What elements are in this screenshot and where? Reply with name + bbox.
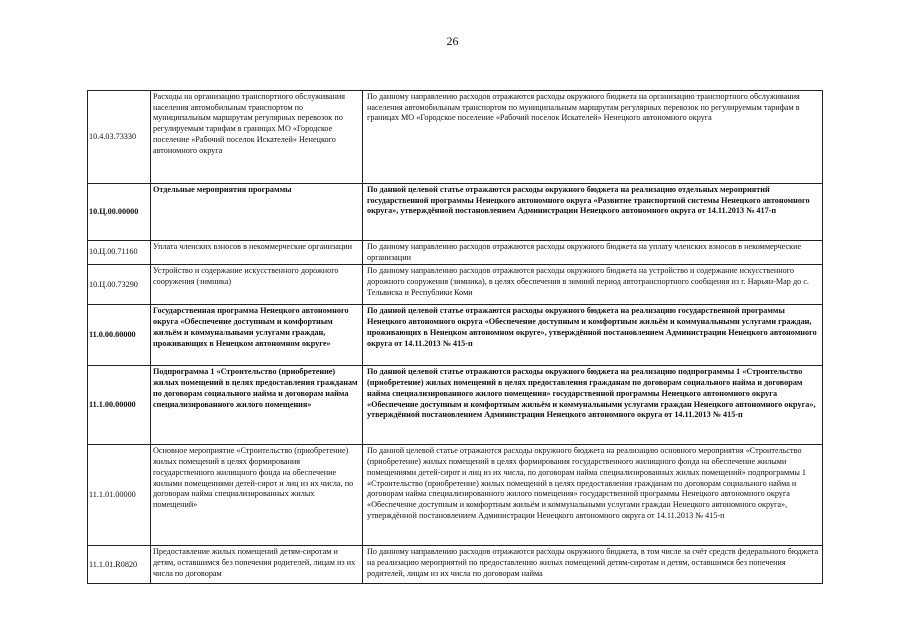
table-row [88,305,823,366]
table-row [88,265,823,305]
table-row [88,91,823,184]
target-code: 11.0.00.00000 [88,305,151,366]
budget-classification-table [87,90,823,584]
table-row [88,366,823,445]
expense-name: Предоставление жилых помещений детям-сиротам и детям, оставшимся без попечения родителей, лицам из их числа по договорам [151,546,363,584]
table-row [88,184,823,241]
target-code: 11.1.01.00000 [88,445,151,546]
target-code: 11.1.00.00000 [88,366,151,445]
table-row [88,445,823,546]
expense-description: По данной целевой статье отражаются расходы окружного бюджета на реализацию основного мероприятия «Строительство (приобретение) жилых помещений в целях формирования государственного жилищного фонда на обеспечение жилыми помещениями детей-сирот и лиц из их числа, по договорам найма специализированных жилых помещений» подпрограммы 1 «Строительство (приобретение) жилых помещений в целях предоставления гражданам по договорам социального найма и договорам найма специализированного жилого помещения» государственной программы Ненецкого автономного округа «Обеспечение доступным и комфортным жильём и коммунальными услугами граждан Ненецкого автономного округа», утверждённой постановлением Администрации Ненецкого автономного округа от 14.11.2013 № 415-п [363,445,823,546]
table-row [88,241,823,265]
target-code: 11.1.01.R0820 [88,546,151,584]
expense-name: Государственная программа Ненецкого автономного округа «Обеспечение доступным и комфортным жильём и коммунальными услугами граждан, проживающих в Ненецком автономном округе» [151,305,363,366]
target-code: 10.Ц.00.00000 [88,184,151,241]
expense-description: По данной целевой статье отражаются расходы окружного бюджета на реализацию подпрограммы 1 «Строительство (приобретение) жилых помещений в целях предоставления гражданам по договорам социального найма и договорам найма специализированного жилого помещения» государственной программы Ненецкого автономного округа «Обеспечение доступным и комфортным жильём и коммунальными услугами граждан Ненецкого автономного округа», утверждённой постановлением Администрации Ненецкого автономного округа от 14.11.2013 № 415-п [363,366,823,445]
expense-name: Расходы на организацию транспортного обслуживания населения автомобильным транспортом по муниципальным маршрутам регулярных перевозок по регулируемым тарифам в границах МО «Городское поселение «Рабочий поселок Искателей» Ненецкого автономного округа [151,91,363,184]
table-row [88,546,823,584]
expense-name: Основное мероприятие «Строительство (приобретение) жилых помещений в целях формирования государственного жилищного фонда на обеспечение жилыми помещениями детей-сирот и лиц из их числа, по договорам найма специализированных жилых помещений» [151,445,363,546]
expense-description: По данному направлению расходов отражаются расходы окружного бюджета на организацию транспортного обслуживания населения автомобильным транспортом по муниципальным маршрутам регулярных перевозок по регулируемым тарифам в границах МО «Городское поселение «Рабочий поселок Искателей» Ненецкого автономного округа [363,91,823,184]
expense-description: По данной целевой статье отражаются расходы окружного бюджета на реализацию государственной программы Ненецкого автономного округа «Обеспечение доступным и комфортным жильём и коммунальными услугами граждан, проживающих в Ненецком автономном округе», утверждённой постановлением Администрации Ненецкого автономного округа от 14.11.2013 № 415-п [363,305,823,366]
expense-description: По данному направлению расходов отражаются расходы окружного бюджета, в том числе за счёт средств федерального бюджета на реализацию мероприятий по предоставлению жилых помещений детям-сиротам и детям, оставшимся без попечения родителей, лицам из их числа по договорам найма [363,546,823,584]
expense-name: Устройство и содержание искусственного дорожного сооружения (зимника) [151,265,363,305]
expense-name: Подпрограмма 1 «Строительство (приобретение) жилых помещений в целях предоставления гражданам по договорам социального найма и договорам найма специализированного жилого помещения» [151,366,363,445]
target-code: 10.4.03.73330 [88,91,151,184]
expense-name: Отдельные мероприятия программы [151,184,363,241]
target-code: 10.Ц.00.73290 [88,265,151,305]
target-code: 10.Ц.00.71160 [88,241,151,265]
expense-description: По данному направлению расходов отражаются расходы окружного бюджета на уплату членских взносов в некоммерческие организации [363,241,823,265]
expense-description: По данной целевой статье отражаются расходы окружного бюджета на реализацию отдельных мероприятий государственной программы Ненецкого автономного округа «Развитие транспортной системы Ненецкого автономного округа», утверждённой постановлением Администрации Ненецкого автономного округа от 14.11.2013 № 417-п [363,184,823,241]
expense-name: Уплата членских взносов в некоммерческие организации [151,241,363,265]
expense-description: По данному направлению расходов отражаются расходы окружного бюджета на устройство и содержание искусственного дорожного сооружения (зимника), в целях обеспечения в зимний период автотранспортного сообщения из г. Нарьян-Мар до с. Тельвиска и Республики Коми [363,265,823,305]
page-number: 26 [446,34,459,48]
table-body [88,91,823,584]
